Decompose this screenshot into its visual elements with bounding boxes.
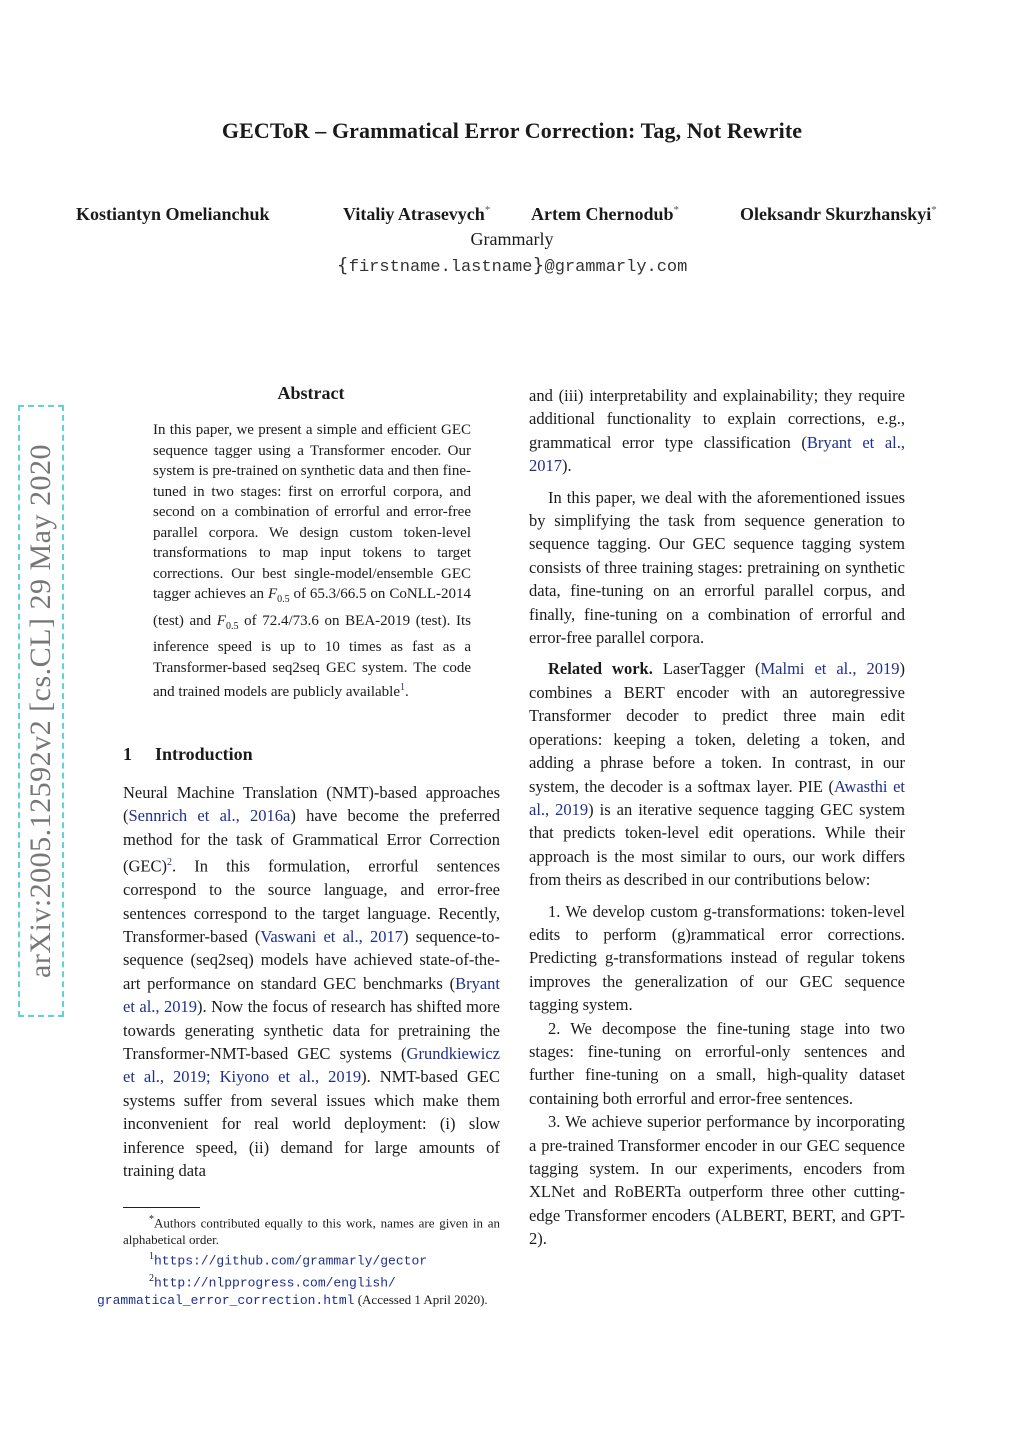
body-text: ) sequence-to-sequence (seq2seq) models have achieved state-of-the-art performance on standard GEC benchmarks ( [123, 926, 500, 993]
body-text: LaserTagger ( [652, 659, 761, 679]
abstract-text: . [405, 684, 409, 700]
body-paragraph [529, 384, 905, 478]
section-title: Introduction [155, 744, 253, 764]
citation-bryant-2019[interactable]: Bryant et al., 2019 [123, 973, 500, 1017]
equal-contribution-mark: * [673, 204, 679, 216]
citation-grundkiewicz-kiyono[interactable]: Grundkiewicz et al., 2019; Kiyono et al., 2019 [123, 1043, 500, 1087]
author-atrasevych [343, 204, 490, 225]
author-name: Vitaliy Atrasevych [343, 204, 485, 224]
footnote-equal-contribution [123, 1211, 500, 1248]
author-skurzhanskyi [740, 204, 937, 225]
email-brace-open: { [336, 254, 349, 276]
abstract-heading: Abstract [277, 383, 345, 403]
footnote-link-nlpprogress[interactable]: http://nlpprogress.com/english/ [154, 1274, 396, 1290]
body-text: ). Now the focus of research has shifted more towards generating synthetic data for pretraining the Transformer-NMT-based GEC systems ( [123, 997, 500, 1063]
footnote-text: Authors contributed equally to this work, names are given in an alphabetical order. [123, 1215, 500, 1248]
equal-contribution-mark: * [931, 204, 937, 216]
author-name: Oleksandr Skurzhanskyi [740, 204, 932, 224]
footnote-text: (Accessed 1 April 2020). [354, 1291, 488, 1307]
footnote-link-github[interactable]: https://github.com/grammarly/gector [154, 1253, 428, 1269]
citation-awasthi[interactable]: Awasthi et al., 2019 [529, 776, 905, 819]
abstract-text: of 72.4/73.6 on BEA-2019 (test). Its inference speed is up to 10 times as fast as a Transformer-based seq2seq GEC system. The code and trained models are publicly available [153, 612, 471, 700]
footnote-mark: 1 [149, 1251, 154, 1263]
author-name: Kostiantyn Omelianchuk [76, 204, 270, 224]
arxiv-stamp[interactable] [18, 405, 64, 1017]
footnote-divider [123, 1207, 200, 1208]
author-email [0, 254, 1024, 277]
citation-bryant-2017[interactable]: Bryant et al., 2017 [529, 432, 905, 476]
right-column [529, 384, 905, 1251]
abstract-text: In this paper, we present a simple and efficient GEC sequence tagger using a Transformer encoder. Our system is pre-trained on synthetic data and then fine-tuned in two stages: first on errorful corpora, and second on a combination of errorful and error-free parallel corpora. We design custom token-level transformations to map input tokens to target corrections. Our best single-model/ensemble GEC tagger achieves an [153, 422, 471, 602]
abstract-body [153, 420, 471, 703]
body-paragraph: In this paper, we deal with the aforementioned issues by simplifying the task from sequence generation to sequence tagging. Our GEC sequence tagging system consists of three training stages: pretraining on synthetic data, fine-tuning on an errorful parallel corpus, and finally, fine-tuning on a combination of errorful and error-free parallel corpora. [529, 487, 905, 648]
equal-contribution-mark: * [484, 204, 491, 216]
abstract-text: of 65.3/66.5 on CoNLL-2014 (test) and [153, 586, 471, 629]
related-work-paragraph [529, 657, 905, 891]
related-work-label: Related work. [548, 659, 653, 679]
author-chernodub [531, 204, 679, 225]
section-number: 1 [123, 744, 132, 764]
affiliation: Grammarly [470, 229, 554, 249]
footnote-mark: * [149, 1214, 154, 1225]
body-text: and (iii) interpretability and explainability; they require additional functionality to explain corrections, e.g., grammatical error type classification ( [529, 386, 905, 452]
body-text: . In this formulation, errorful sentences correspond to the source language, and error-free sentences correspond to the target language. Recently, Transformer-based ( [123, 856, 500, 946]
footnote-1 [123, 1248, 500, 1269]
body-text: ). NMT-based GEC systems suffer from several issues which make them inconvenient for real world deployment: (i) slow inference speed, (ii) demand for large amounts of training data [123, 1067, 500, 1180]
arxiv-identifier[interactable]: arXiv:2005.12592v2 [cs.CL] 29 May 2020 [24, 444, 57, 978]
f-score-symbol: F [216, 612, 226, 629]
footnote-link-nlpprogress-cont[interactable]: grammatical_error_correction.html [97, 1292, 355, 1308]
email-local: firstname.lastname [348, 258, 533, 277]
citation-vaswani[interactable]: Vaswani et al., 2017 [260, 926, 403, 946]
f-score-symbol: F [267, 586, 278, 602]
email-domain: @grammarly.com [544, 258, 688, 277]
author-name: Artem Chernodub [531, 204, 674, 224]
body-text: ) is an iterative sequence tagging GEC system that predicts token-level edit operations. While their approach is the most similar to ours, our work differs from theirs as described in our contributions below: [529, 799, 905, 890]
contribution-item: 2. We decompose the fine-tuning stage into two stages: fine-tuning on errorful-only sentences and further fine-tuning on a small, high-quality dataset containing both errorful and error-free sentences. [529, 1018, 905, 1108]
author-omelianchuk [76, 204, 270, 225]
body-text: Neural Machine Translation (NMT)-based approaches ( [123, 783, 500, 826]
citation-malmi[interactable]: Malmi et al., 2019 [760, 659, 900, 679]
footnote-mark: 2 [149, 1272, 154, 1284]
footnote-2 [97, 1270, 500, 1309]
contribution-item: 1. We develop custom g-transformations: token-level edits to perform (g)rammatical error corrections. Predicting g-transformations instead of regular tokens improves the generalization of our GEC sequence tagging system. [529, 901, 905, 1015]
intro-paragraph [123, 781, 500, 1182]
section-heading-introduction [123, 744, 253, 765]
citation-sennrich[interactable]: Sennrich et al., 2016a [128, 806, 291, 826]
f-score-subscript: 0.5 [225, 620, 239, 632]
f-score-subscript: 0.5 [277, 594, 290, 605]
body-text: ). [562, 456, 572, 476]
paper-title: GECToR – Grammatical Error Correction: Tag, Not Rewrite [221, 118, 803, 143]
body-text: ) combines a BERT encoder with an autoregressive Transformer decoder to predict three main edit operations: keeping a token, deleting a token, and adding a phrase before a token. In contrast, in our system, the decoder is a softmax layer. PIE ( [529, 659, 905, 796]
footnotes [97, 1211, 500, 1309]
email-brace-close: } [532, 254, 545, 276]
footnote-ref-1[interactable]: 1 [400, 682, 405, 693]
body-text: ) have become the preferred method for the task of Grammatical Error Correction (GEC) [123, 806, 500, 876]
footnote-ref-2[interactable]: 2 [167, 857, 172, 869]
contribution-item: 3. We achieve superior performance by incorporating a pre-trained Transformer encoder in our GEC sequence tagging system. In our experiments, encoders from XLNet and RoBERTa outperform three other cutting-edge Transformer encoders (ALBERT, BERT, and GPT-2). [529, 1112, 905, 1249]
